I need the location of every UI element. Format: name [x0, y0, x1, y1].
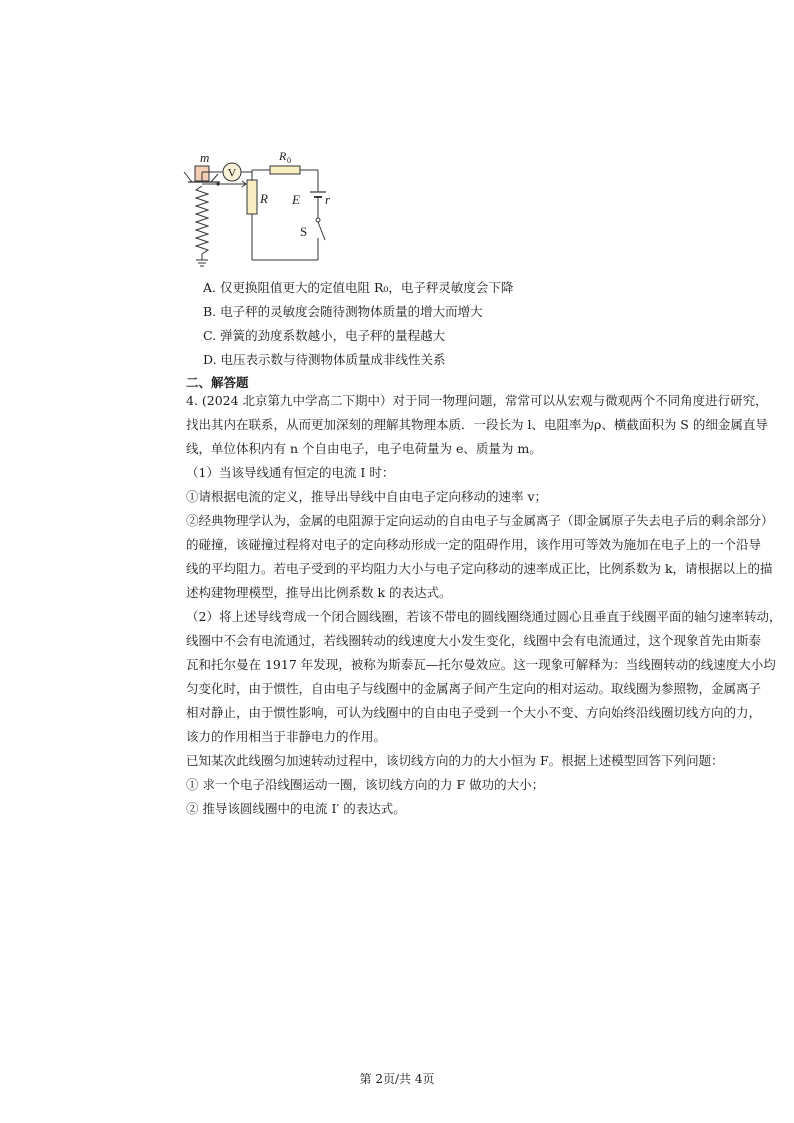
question-text-line: 的碰撞，该碰撞过程将对电子的定向移动形成一定的阻碍作用，该作用可等效为施加在电子上的一个沿导 — [186, 537, 762, 552]
switch-icon — [318, 222, 325, 240]
internal-resistance-label: r — [325, 192, 331, 207]
resistor-R-label: R — [260, 191, 268, 206]
question-text-line: 找出其内在联系，从而更加深刻的理解其物理本质．一段长为 l、电阻率为ρ、横截面积为 S 的细金属直导 — [186, 417, 768, 432]
option-d: D. 电压表示数与待测物体质量成非线性关系 — [203, 352, 446, 367]
spring — [196, 186, 208, 254]
question-text-line: 相对静止，由于惯性影响，可认为线圈中的自由电子受到一个大小不变、方向始终沿线圈切线方向的力， — [186, 705, 762, 720]
question-text-line: ①请根据电流的定义，推导出导线中自由电子定向移动的速率 v； — [186, 489, 548, 504]
mass-label: m — [200, 150, 210, 165]
question-text-line: ②经典物理学认为，金属的电阻源于定向运动的自由电子与金属离子（即金属原子失去电子后的剩余部分） — [186, 513, 774, 528]
option-b: B. 电子秤的灵敏度会随待测物体质量的增大而增大 — [203, 304, 483, 319]
question-text-line: （1）当该导线通有恒定的电流 I 时： — [186, 465, 395, 480]
option-c: C. 弹簧的劲度系数越小，电子秤的量程越大 — [203, 328, 446, 343]
battery-icon — [310, 192, 326, 197]
question-text-line: 线，单位体积内有 n 个自由电子，电子电荷量为 e、质量为 m。 — [186, 441, 542, 456]
resistor-R0-label: R — [279, 149, 287, 163]
resistor-R0 — [270, 166, 300, 174]
question-text-line: 4. (2024 北京第九中学高二下期中）对于同一物理问题，常常可以从宏观与微观两个不同角度进行研究， — [186, 393, 768, 408]
question-text-line: ① 求一个电子沿线圈运动一圈，该切线方向的力 F 做功的大小； — [186, 777, 545, 792]
question-text-line: 线圈中不会有电流通过，若线圈转动的线速度大小发生变化，线圈中会有电流通过，这个现象首先由斯泰 — [186, 633, 762, 648]
emf-label: E — [292, 192, 300, 207]
question-text-line: 匀变化时，由于惯性，自由电子与线圈中的金属离子间产生定向的相对运动。取线圈为参照物，金属离子 — [186, 681, 762, 696]
page-footer: 第 2页/共 4页 — [359, 1072, 435, 1086]
resistor-R0-subscript: 0 — [287, 156, 291, 165]
question-text-line: 瓦和托尔曼在 1917 年发现，被称为斯泰瓦—托尔曼效应。这一现象可解释为：当线圈转动的线速度大小均 — [186, 657, 776, 672]
section-title: 二、解答题 — [186, 375, 249, 390]
resistor-R — [247, 180, 257, 214]
voltmeter-label: V — [227, 165, 237, 180]
question-text-line: 该力的作用相当于非静电力的作用。 — [186, 729, 387, 744]
ground-icon — [196, 260, 208, 266]
question-text-line: 述构建物理模型，推导出比例系数 k 的表达式。 — [186, 585, 452, 600]
switch-label: S — [300, 224, 308, 239]
question-text-line: 线的平均阻力。若电子受到的平均阻力大小与电子定向移动的速率成正比，比例系数为 k，请根据以上的描 — [186, 561, 773, 576]
circuit-diagram — [180, 148, 340, 272]
question-text-line: 已知某次此线圈匀加速转动过程中，该切线方向的力的大小恒为 F。根据上述模型回答下列问题： — [186, 753, 724, 768]
question-text-line: ② 推导该圆线圈中的电流 I′ 的表达式。 — [186, 801, 406, 816]
option-a: A. 仅更换阻值更大的定值电阻 R₀，电子秤灵敏度会下降 — [203, 280, 514, 295]
question-text-line: （2）将上述导线弯成一个闭合圆线圈，若该不带电的圆线圈绕通过圆心且垂直于线圈平面的轴匀速率转动， — [186, 609, 782, 624]
